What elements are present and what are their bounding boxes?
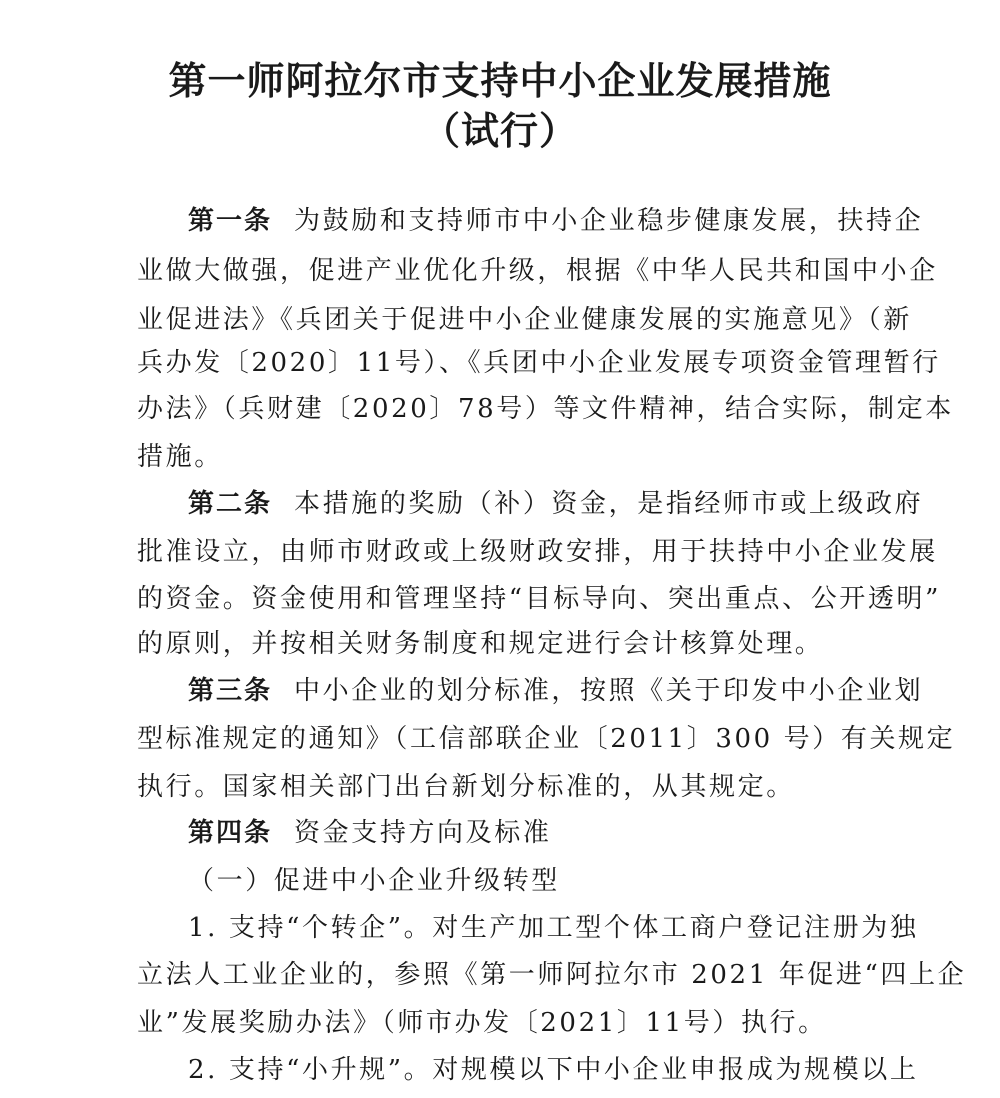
body-line: 2. 支持“小升规”。对规模以下中小企业申报成为规模以上: [188, 1055, 919, 1085]
body-line: 措施。: [137, 442, 223, 472]
section-heading: （一）促进中小企业升级转型: [188, 866, 560, 896]
body-line: 的资金。资金使用和管理坚持“目标导向、突出重点、公开透明”: [137, 584, 941, 614]
body-line: 办法》（兵财建〔2020〕78号）等文件精神，结合实际，制定本: [137, 394, 954, 424]
body-line: 的原则，并按相关财务制度和规定进行会计核算处理。: [137, 629, 824, 659]
body-line: 1. 支持“个转企”。对生产加工型个体工商户登记注册为独: [188, 913, 919, 943]
body-line: 兵办发〔2020〕11号）、《兵团中小企业发展专项资金管理暂行: [137, 348, 941, 378]
article-label: 第三条: [188, 676, 273, 706]
article-label: 第四条: [188, 818, 273, 848]
article-2-line: 第二条 本措施的奖励（补）资金，是指经师市或上级政府: [188, 489, 924, 519]
document-subtitle: （试行）: [421, 109, 578, 153]
body-line: 业做大做强，促进产业优化升级，根据《中华人民共和国中小企: [137, 256, 938, 286]
article-1-line: 第一条 为鼓励和支持师市中小企业稳步健康发展，扶持企: [188, 206, 924, 236]
body-line: 型标准规定的通知》（工信部联企业〔2011〕300 号）有关规定: [137, 724, 956, 754]
body-line: 业”发展奖励办法》（师市办发〔2021〕11号）执行。: [137, 1008, 827, 1038]
body-line: 业促进法》《兵团关于促进中小企业健康发展的实施意见》（新: [137, 305, 912, 335]
document-title: 第一师阿拉尔市支持中小企业发展措施: [168, 59, 832, 103]
article-label: 第二条: [188, 489, 273, 519]
body-line: 立法人工业企业的，参照《第一师阿拉尔市 2021 年促进“四上企: [137, 960, 967, 990]
article-3-line: 第三条 中小企业的划分标准，按照《关于印发中小企业划: [188, 676, 924, 706]
article-label: 第一条: [188, 206, 273, 236]
body-line: 执行。国家相关部门出台新划分标准的，从其规定。: [137, 772, 795, 802]
article-4-line: 第四条 资金支持方向及标准: [188, 818, 552, 848]
body-line: 批准设立，由师市财政或上级财政安排，用于扶持中小企业发展: [137, 537, 938, 567]
